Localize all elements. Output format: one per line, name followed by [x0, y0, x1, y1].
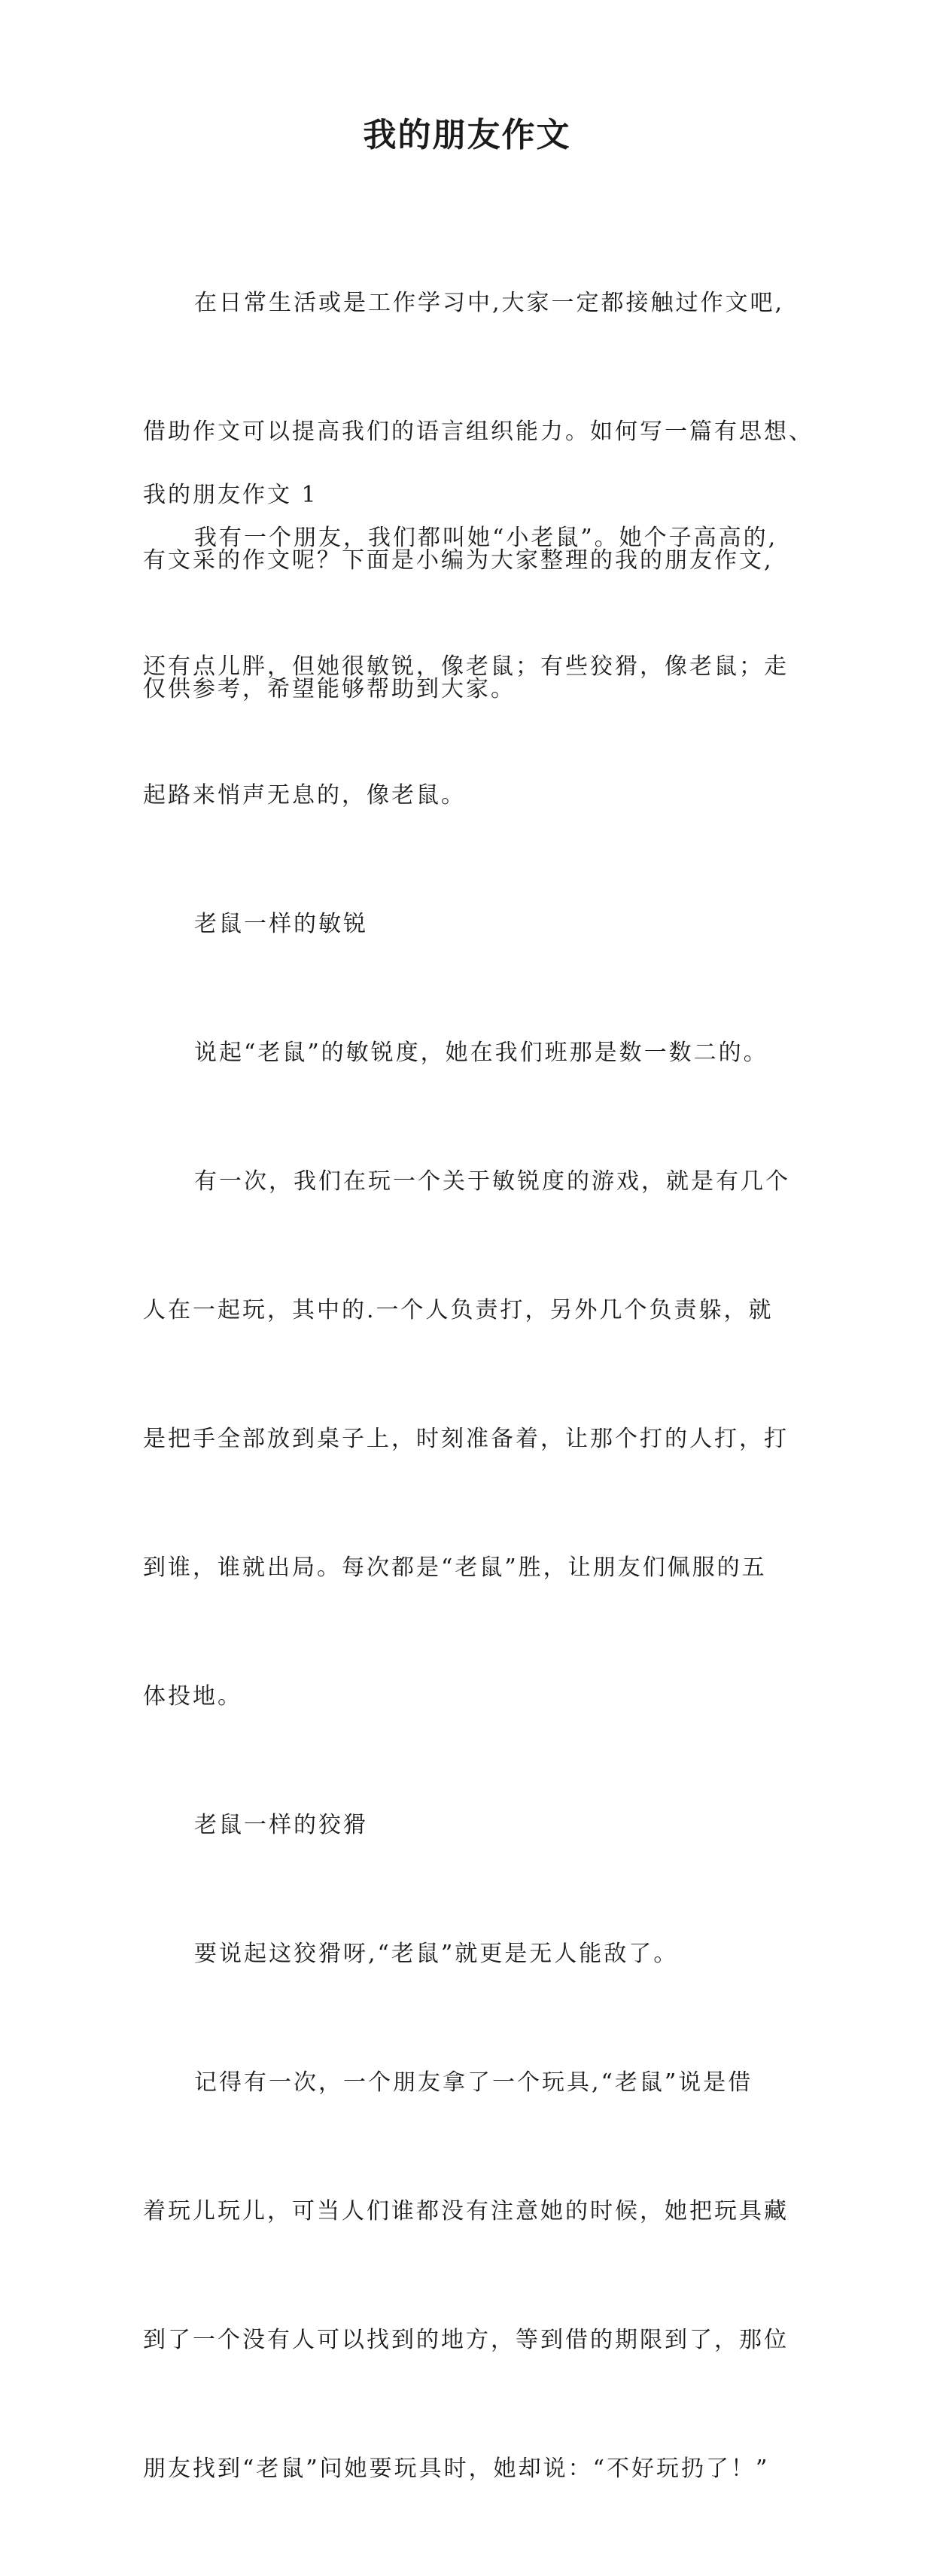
main-body — [143, 431, 798, 2576]
text-line: 记得有一次，一个朋友拿了一个玩具,“老鼠”说是借 — [194, 2069, 753, 2096]
text-line: 仅供参考，希望能够帮助到大家。 — [143, 676, 516, 702]
text-line: 着玩儿玩儿，可当人们谁都没有注意她的时候，她把玩具藏 — [143, 2198, 789, 2224]
text-line: 朋友找到“老鼠”问她要玩具时，她却说：“不好玩扔了！” — [143, 2456, 770, 2482]
text-line: 有文采的作文呢？下面是小编为大家整理的我的朋友作文, — [143, 547, 774, 574]
subheading-line: 老鼠一样的敏锐 — [194, 911, 368, 937]
text-line: 我有一个朋友，我们都叫她“小老鼠”。她个子高高的, — [194, 525, 778, 551]
text-line: 到了一个没有人可以找到的地方，等到借的期限到了，那位 — [143, 2327, 789, 2353]
text-line: 到谁，谁就出局。每次都是“老鼠”胜，让朋友们佩服的五 — [143, 1554, 767, 1581]
section-heading-text: 我的朋友作文 1 — [143, 482, 318, 508]
text-line: 还有点儿胖，但她很敏锐，像老鼠；有些狡猾，像老鼠；走 — [143, 653, 789, 680]
text-line: 要说起这狡猾呀,“老鼠”就更是无人能敌了。 — [194, 1941, 679, 1967]
text-line: 有一次，我们在玩一个关于敏锐度的游戏，就是有几个 — [194, 1168, 790, 1195]
subheading-line: 老鼠一样的狡猾 — [194, 1812, 368, 1838]
text-line: 体投地。 — [143, 1683, 242, 1710]
document-title: 我的朋友作文 — [363, 116, 571, 154]
text-line: 是把手全部放到桌子上，时刻准备着，让那个打的人打，打 — [143, 1426, 789, 1452]
text-line: 说起“老鼠”的敏锐度，她在我们班那是数一数二的。 — [194, 1040, 768, 1066]
text-line: 人在一起玩，其中的.一个人负责打，另外几个负责躲，就 — [143, 1297, 774, 1323]
text-line: 起路来悄声无息的，像老鼠。 — [143, 782, 466, 808]
text-line: 借助作文可以提高我们的语言组织能力。如何写一篇有思想、 — [143, 419, 814, 445]
text-line: 在日常生活或是工作学习中,大家一定都接触过作文吧, — [194, 290, 785, 316]
